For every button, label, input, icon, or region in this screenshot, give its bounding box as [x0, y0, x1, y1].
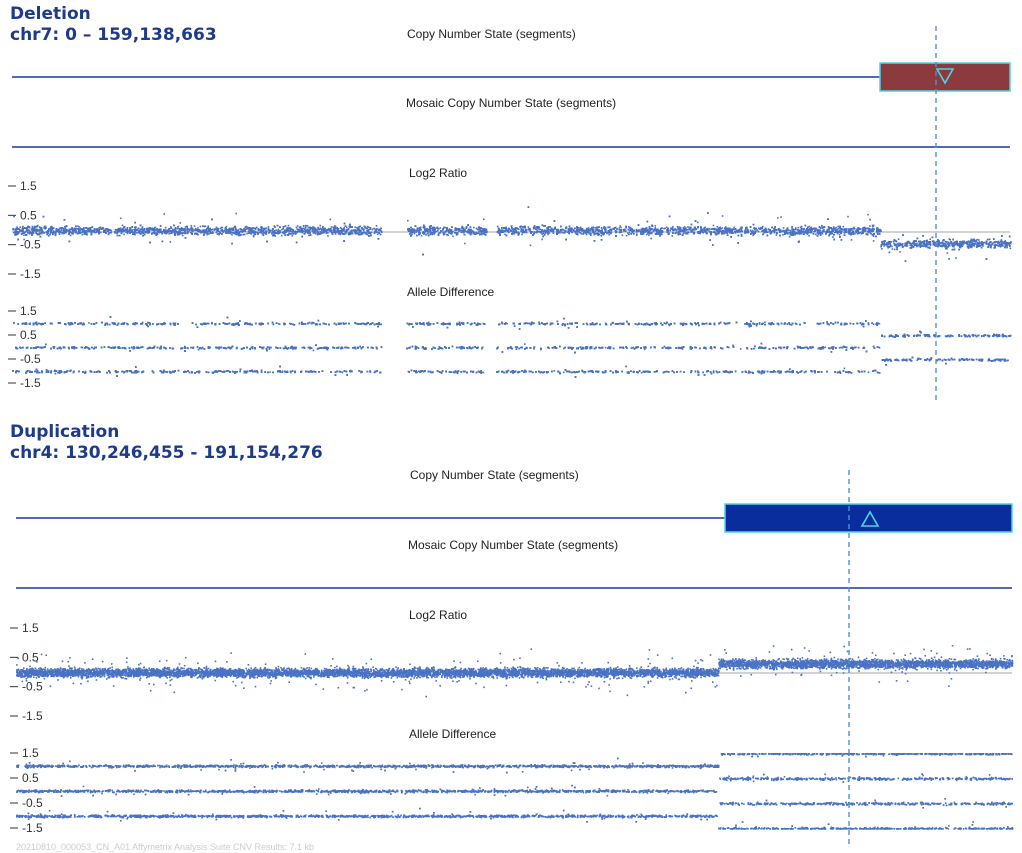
data-point	[48, 235, 50, 237]
data-point	[676, 232, 678, 234]
data-point	[194, 233, 196, 235]
data-point	[235, 213, 237, 215]
data-point	[248, 231, 250, 233]
data-point	[354, 231, 356, 233]
data-point	[851, 239, 853, 241]
data-point	[377, 234, 379, 236]
data-point	[335, 226, 337, 228]
data-point	[783, 227, 785, 229]
data-point	[242, 234, 244, 236]
panel-region-duplication: chr4: 130,246,455 - 191,154,276	[10, 443, 323, 463]
data-point	[268, 226, 270, 228]
data-point	[309, 232, 311, 234]
tick-label: -0.5	[20, 352, 41, 366]
data-point	[683, 233, 685, 235]
data-point	[674, 233, 676, 235]
data-point	[521, 234, 523, 236]
data-point	[82, 234, 84, 236]
data-point	[808, 235, 810, 237]
data-point	[367, 228, 369, 230]
tick-label: -1.5	[20, 267, 41, 281]
data-point	[281, 235, 283, 237]
deletion-segment[interactable]	[880, 63, 1010, 91]
data-point	[177, 228, 179, 230]
data-point	[684, 231, 686, 233]
data-point	[122, 225, 124, 227]
cn-track-title-deletion: Copy Number State (segments)	[407, 27, 576, 41]
data-point	[777, 217, 779, 219]
data-point	[626, 235, 628, 237]
data-point	[80, 230, 82, 232]
data-point	[296, 227, 298, 229]
data-point	[278, 229, 280, 231]
data-point	[330, 219, 332, 221]
data-point	[180, 222, 182, 224]
data-point	[978, 239, 980, 241]
data-point	[975, 241, 977, 243]
data-point	[697, 222, 699, 224]
data-point	[125, 231, 127, 233]
data-point	[970, 244, 972, 246]
data-point	[622, 235, 624, 237]
data-point	[884, 242, 886, 244]
data-point	[838, 226, 840, 228]
data-point	[374, 228, 376, 230]
data-point	[120, 228, 122, 230]
data-point	[790, 230, 792, 232]
tick-label: 1.5	[20, 179, 37, 193]
data-point	[894, 249, 896, 251]
data-point	[832, 236, 834, 238]
log2-track-title-duplication: Log2 Ratio	[409, 608, 467, 622]
deletion-panel	[8, 26, 1012, 402]
data-point	[103, 228, 105, 230]
data-point	[991, 243, 993, 245]
data-point	[1001, 239, 1003, 241]
data-point	[722, 215, 724, 217]
data-point	[595, 231, 597, 233]
data-point	[194, 225, 196, 227]
data-point	[197, 227, 199, 229]
data-point	[776, 234, 778, 236]
data-point	[275, 229, 277, 231]
data-point	[815, 234, 817, 236]
data-point	[722, 227, 724, 229]
data-point	[565, 231, 567, 233]
data-point	[63, 228, 65, 230]
data-point	[608, 234, 610, 236]
data-point	[281, 229, 283, 231]
data-point	[962, 245, 964, 247]
data-point	[212, 229, 214, 231]
data-point	[670, 227, 672, 229]
data-point	[407, 220, 409, 222]
data-point	[331, 226, 333, 228]
data-point	[231, 234, 233, 236]
data-point	[1002, 241, 1004, 243]
data-point	[297, 225, 299, 227]
data-point	[288, 225, 290, 227]
data-point	[303, 231, 305, 233]
data-point	[70, 235, 72, 237]
data-point	[257, 232, 259, 234]
data-point	[782, 234, 784, 236]
tick-label: 0.5	[20, 208, 37, 222]
data-point	[636, 233, 638, 235]
data-point	[898, 238, 900, 240]
data-point	[200, 226, 202, 228]
data-point	[208, 233, 210, 235]
data-point	[541, 239, 543, 241]
data-point	[791, 227, 793, 229]
data-point	[733, 227, 735, 229]
data-point	[319, 231, 321, 233]
data-point	[464, 243, 466, 245]
data-point	[481, 234, 483, 236]
panel-region-deletion: chr7: 0 – 159,138,663	[10, 25, 217, 45]
data-point	[307, 225, 309, 227]
tick-label: -0.5	[20, 238, 41, 252]
data-point	[916, 244, 918, 246]
tick-label: 1.5	[20, 304, 37, 318]
data-point	[497, 226, 499, 228]
data-point	[873, 235, 875, 237]
data-point	[600, 235, 602, 237]
data-point	[246, 233, 248, 235]
data-point	[182, 235, 184, 237]
data-point	[672, 235, 674, 237]
data-point	[327, 235, 329, 237]
data-point	[797, 227, 799, 229]
data-point	[354, 227, 356, 229]
data-point	[308, 235, 310, 237]
data-point	[881, 248, 883, 250]
data-point	[320, 225, 322, 227]
data-point	[665, 228, 667, 230]
data-point	[452, 236, 454, 238]
data-point	[440, 227, 442, 229]
data-point	[620, 227, 622, 229]
data-point	[56, 228, 58, 230]
data-point	[619, 225, 621, 227]
data-point	[123, 234, 125, 236]
data-point	[873, 240, 875, 242]
data-point	[652, 228, 654, 230]
data-point	[120, 218, 122, 220]
data-point	[955, 257, 957, 259]
data-point	[839, 234, 841, 236]
data-point	[717, 226, 719, 228]
data-point	[292, 235, 294, 237]
data-point	[98, 227, 100, 229]
data-point	[750, 230, 752, 232]
data-point	[258, 232, 260, 234]
data-point	[504, 234, 506, 236]
data-point	[708, 228, 710, 230]
data-point	[170, 241, 172, 243]
data-point	[377, 231, 379, 233]
data-point	[78, 230, 80, 232]
data-point	[780, 216, 782, 218]
data-point	[883, 245, 885, 247]
tick-label: -1.5	[20, 376, 41, 390]
data-point	[205, 225, 207, 227]
data-point	[899, 251, 901, 253]
panel-type-duplication: Duplication	[10, 422, 119, 442]
data-point	[549, 229, 551, 231]
data-point	[77, 225, 79, 227]
data-point	[279, 230, 281, 232]
data-point	[893, 241, 895, 243]
cn-track-title-duplication: Copy Number State (segments)	[410, 468, 579, 482]
data-point	[561, 232, 563, 234]
data-point	[661, 234, 663, 236]
data-point	[808, 226, 810, 228]
log2-track-title-deletion: Log2 Ratio	[409, 166, 467, 180]
data-point	[774, 226, 776, 228]
data-point	[892, 248, 894, 250]
data-point	[839, 227, 841, 229]
data-point	[588, 227, 590, 229]
data-point	[308, 227, 310, 229]
data-point	[376, 225, 378, 227]
data-point	[869, 225, 871, 227]
data-point	[549, 226, 551, 228]
data-point	[590, 235, 592, 237]
data-point	[255, 229, 257, 231]
data-point	[648, 234, 650, 236]
data-point	[870, 233, 872, 235]
data-point	[530, 245, 532, 247]
data-point	[752, 230, 754, 232]
data-point	[528, 226, 530, 228]
data-point	[629, 232, 631, 234]
mosaic-track-title-duplication: Mosaic Copy Number State (segments)	[408, 538, 618, 552]
data-point	[843, 226, 845, 228]
data-point	[517, 232, 519, 234]
data-point	[1010, 248, 1012, 250]
tick-label: 0.5	[20, 328, 37, 342]
data-point	[19, 226, 21, 228]
data-point	[206, 234, 208, 236]
data-point	[916, 246, 918, 248]
data-point	[795, 227, 797, 229]
data-point	[619, 227, 621, 229]
data-point	[789, 236, 791, 238]
data-point	[854, 233, 856, 235]
data-point	[284, 234, 286, 236]
data-point	[920, 246, 922, 248]
data-point	[414, 233, 416, 235]
data-point	[687, 226, 689, 228]
data-point	[650, 238, 652, 240]
data-point	[23, 239, 25, 241]
data-point	[580, 227, 582, 229]
data-point	[672, 226, 674, 228]
panel-type-deletion: Deletion	[10, 4, 91, 24]
allele-track-title-duplication: Allele Difference	[409, 727, 496, 741]
data-point	[240, 234, 242, 236]
data-point	[987, 239, 989, 241]
data-point	[867, 214, 869, 216]
data-point	[518, 229, 520, 231]
allele-track-title-deletion: Allele Difference	[407, 285, 494, 299]
data-point	[857, 233, 859, 235]
data-point	[163, 213, 165, 215]
data-point	[341, 228, 343, 230]
mosaic-track-title-deletion: Mosaic Copy Number State (segments)	[406, 96, 616, 110]
data-point	[762, 226, 764, 228]
data-point	[344, 227, 346, 229]
data-point	[61, 230, 63, 232]
data-point	[649, 228, 651, 230]
data-point	[421, 235, 423, 237]
data-point	[929, 238, 931, 240]
data-point	[13, 232, 15, 234]
data-point	[437, 230, 439, 232]
data-point	[947, 252, 949, 254]
data-point	[191, 225, 193, 227]
data-point	[331, 230, 333, 232]
data-point	[64, 226, 66, 228]
data-point	[951, 241, 953, 243]
data-point	[178, 226, 180, 228]
data-point	[473, 227, 475, 229]
data-point	[445, 227, 447, 229]
data-point	[847, 216, 849, 218]
log2-points-deletion	[12, 206, 1011, 262]
data-point	[366, 230, 368, 232]
data-point	[483, 219, 485, 221]
data-point	[23, 234, 25, 236]
data-point	[654, 225, 656, 227]
data-point	[766, 232, 768, 234]
data-point	[687, 229, 689, 231]
data-point	[713, 225, 715, 227]
